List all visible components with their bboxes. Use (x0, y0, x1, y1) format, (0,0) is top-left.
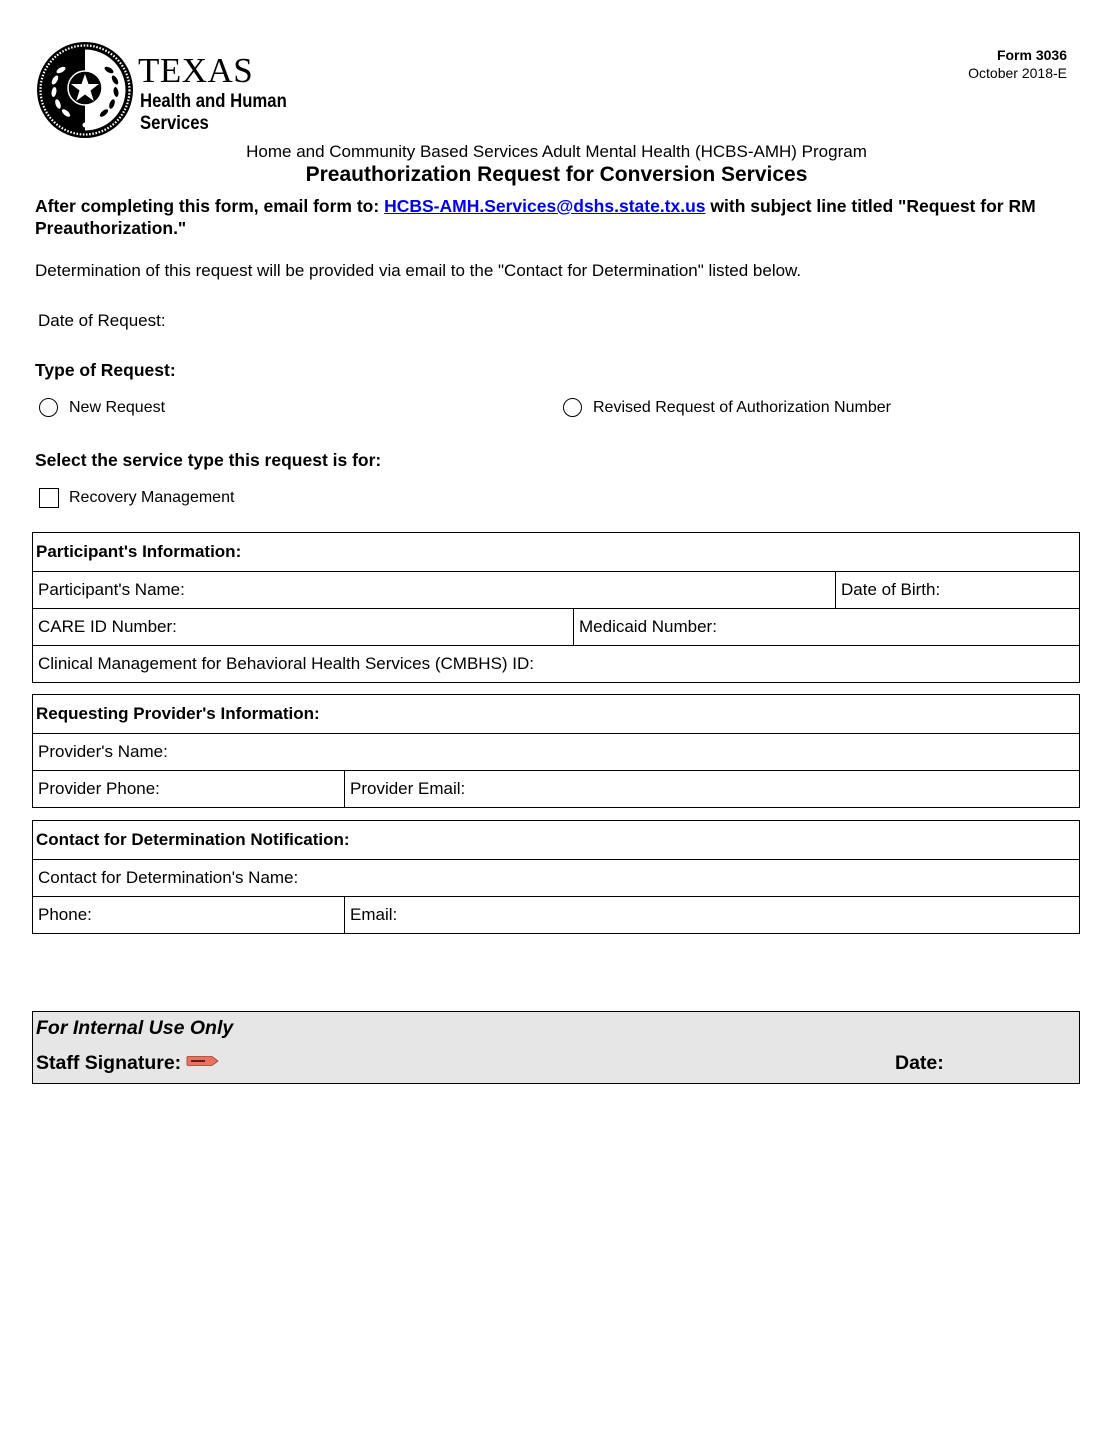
radio-label: Revised Request of Authorization Number (593, 398, 891, 416)
staff-date-field[interactable] (895, 1052, 944, 1075)
staff-date-label: Date: (895, 1052, 944, 1074)
determination-note: Determination of this request will be provided via email to the "Contact for Determination" listed below. (35, 261, 802, 280)
provider-email-field[interactable]: Provider Email: (344, 771, 1079, 807)
provider-info-heading: Requesting Provider's Information: (36, 704, 320, 723)
contact-info-heading: Contact for Determination Notification: (36, 830, 350, 849)
table-row (33, 733, 1079, 770)
internal-use-heading: For Internal Use Only (36, 1017, 234, 1039)
form-number: Form 3036 (996, 47, 1067, 63)
page-title: Preauthorization Request for Conversion Services (305, 163, 808, 186)
form-identifier (968, 46, 1067, 82)
instructions-suffix: with subject line titled "Request for RM Preauthorization." (35, 196, 1036, 238)
table-row (33, 896, 1079, 933)
provider-name-field[interactable]: Provider's Name: (38, 742, 168, 761)
form-date: October 2018-E (968, 65, 1067, 81)
table-row (33, 770, 1079, 807)
instructions-prefix: After completing this form, email form to: (35, 196, 385, 216)
contact-phone-field[interactable]: Phone: (38, 905, 92, 924)
logo-hhs-text: Health and Human (140, 91, 287, 112)
table-row (33, 859, 1079, 896)
participant-info-table (32, 532, 1080, 683)
texas-star-seal-icon (35, 40, 135, 140)
date-of-request-field[interactable] (38, 311, 166, 331)
contact-info-table (32, 820, 1080, 934)
table-row (33, 571, 1079, 608)
program-name: Home and Community Based Services Adult Mental Health (HCBS-AMH) Program (246, 142, 867, 161)
type-of-request-label: Type of Request: (35, 360, 176, 380)
provider-phone-field[interactable]: Provider Phone: (38, 779, 160, 798)
provider-info-table (32, 694, 1080, 808)
staff-signature-label: Staff Signature: (36, 1052, 182, 1074)
table-header-row (33, 821, 1079, 859)
checkbox-label: Recovery Management (69, 489, 235, 506)
radio-button[interactable] (563, 398, 582, 417)
checkbox[interactable] (39, 488, 59, 508)
email-instructions (35, 195, 1085, 239)
participant-info-heading: Participant's Information: (36, 542, 242, 561)
checkbox-recovery-management[interactable] (39, 488, 234, 508)
radio-button[interactable] (39, 398, 58, 417)
medicaid-number-field[interactable]: Medicaid Number: (573, 609, 1079, 645)
radio-revised-request[interactable] (563, 398, 891, 417)
texas-hhs-logo (35, 40, 295, 140)
contact-email-field[interactable]: Email: (344, 897, 1079, 933)
participant-name-field[interactable]: Participant's Name: (38, 580, 185, 599)
date-of-request-label: Date of Request: (38, 311, 166, 330)
contact-name-field[interactable]: Contact for Determination's Name: (38, 868, 299, 887)
logo-services-text: Services (140, 113, 209, 134)
internal-use-section (32, 1011, 1080, 1084)
logo-texas-text: TEXAS (138, 51, 254, 90)
table-header-row (33, 695, 1079, 733)
service-type-label: Select the service type this request is for: (35, 450, 382, 470)
table-row (33, 608, 1079, 645)
date-of-birth-field[interactable]: Date of Birth: (835, 572, 1079, 608)
table-header-row (33, 533, 1079, 571)
cmbhs-id-field[interactable]: Clinical Management for Behavioral Health Services (CMBHS) ID: (38, 654, 535, 673)
staff-signature-field[interactable] (36, 1052, 219, 1075)
care-id-field[interactable]: CARE ID Number: (38, 617, 177, 636)
radio-new-request[interactable] (39, 398, 165, 417)
table-row (33, 645, 1079, 682)
sign-here-tag-icon[interactable] (186, 1056, 219, 1066)
submission-email-link[interactable]: HCBS-AMH.Services@dshs.state.tx.us (384, 196, 706, 216)
radio-label: New Request (69, 398, 166, 416)
